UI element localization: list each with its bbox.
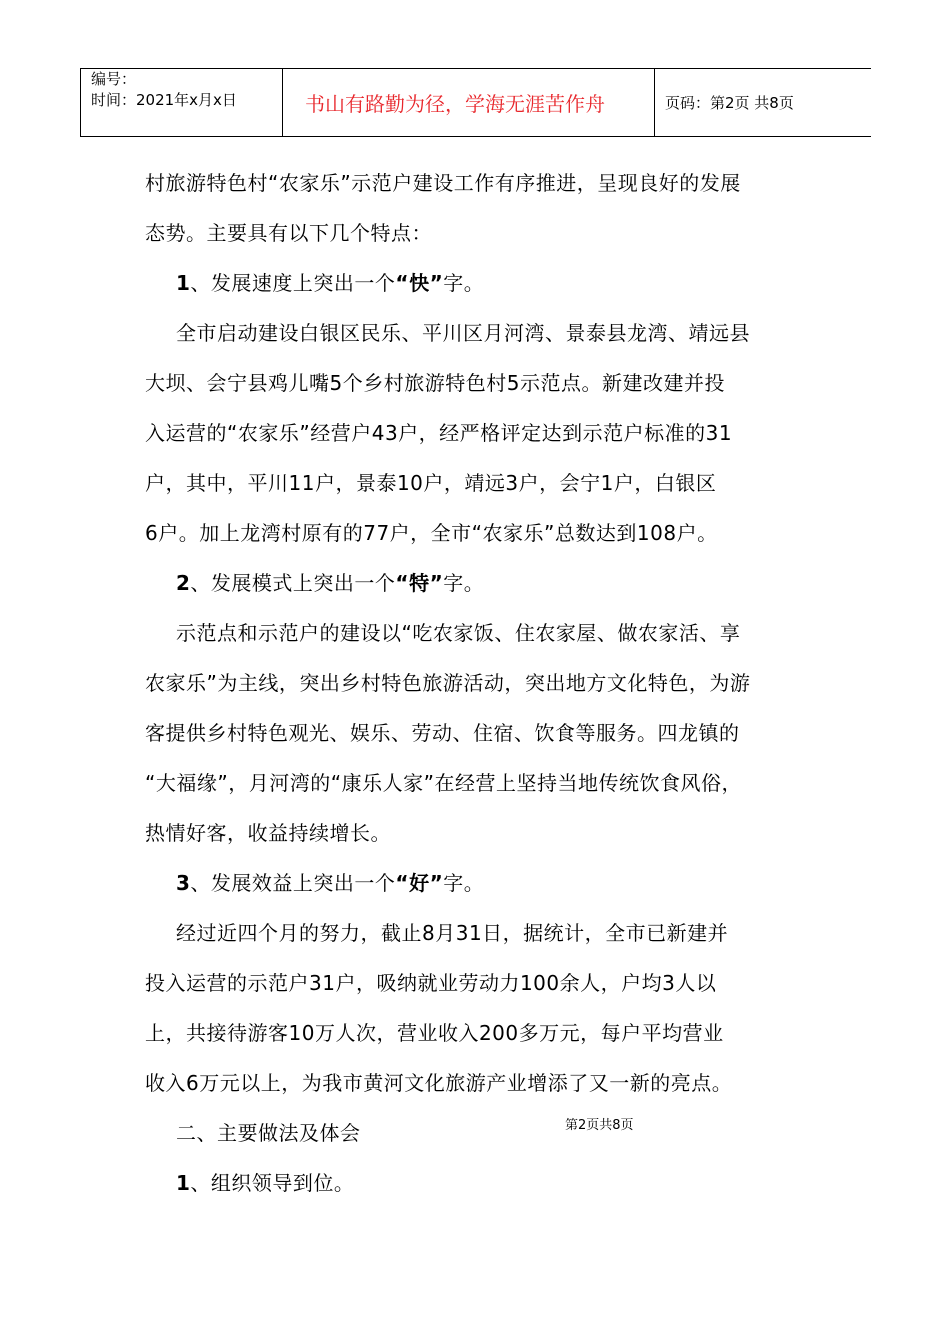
paragraph-line: 态势。主要具有以下几个特点： bbox=[145, 221, 432, 245]
paragraph-line: 示范点和示范户的建设以“吃农家饭、住农家屋、做农家活、享 bbox=[176, 621, 741, 645]
page-number-footer: 第2页共8页 bbox=[565, 1118, 634, 1133]
paragraph-line: 客提供乡村特色观光、娱乐、劳动、住宿、饮食等服务。四龙镇的 bbox=[145, 721, 740, 745]
page-info: 页码：第2页 共8页 bbox=[665, 94, 794, 112]
header-page-cell bbox=[655, 69, 871, 136]
paragraph-line: 大坝、会宁县鸡儿嘴5个乡村旅游特色村5示范点。新建改建并投 bbox=[145, 371, 725, 395]
paragraph-line: 上，共接待游客10万人次，营业收入200多万元，每户平均营业 bbox=[145, 1021, 724, 1045]
paragraph-line: 全市启动建设白银区民乐、平川区月河湾、景泰县龙湾、靖远县 bbox=[176, 321, 750, 345]
paragraph-line: 经过近四个月的努力，截止8月31日，据统计，全市已新建并 bbox=[176, 921, 729, 945]
paragraph-line: 投入运营的示范户31户，吸纳就业劳动力100余人，户均3人以 bbox=[145, 971, 717, 995]
number-label: 编号： bbox=[91, 70, 137, 88]
section-heading-2: 2、发展模式上突出一个“特”字。 bbox=[176, 571, 485, 595]
section-heading-3: 3、发展效益上突出一个“好”字。 bbox=[176, 871, 485, 895]
chapter-heading-2: 二、主要做法及体会 bbox=[176, 1121, 361, 1145]
document-body bbox=[145, 158, 815, 1208]
section-heading-4: 1、组织领导到位。 bbox=[176, 1171, 355, 1195]
header-motto-cell bbox=[283, 69, 655, 136]
section-heading-1: 1、发展速度上突出一个“快”字。 bbox=[176, 271, 485, 295]
paragraph-line: 入运营的“农家乐”经营户43户，经严格评定达到示范户标准的31 bbox=[145, 421, 733, 445]
paragraph-line: 热情好客，收益持续增长。 bbox=[145, 821, 391, 845]
paragraph-line: 村旅游特色村“农家乐”示范户建设工作有序推进，呈现良好的发展 bbox=[145, 171, 741, 195]
page-header bbox=[80, 68, 871, 137]
paragraph-line: “大福缘”，月河湾的“康乐人家”在经营上坚持当地传统饮食风俗， bbox=[145, 771, 742, 795]
paragraph-line: 农家乐”为主线，突出乡村特色旅游活动，突出地方文化特色，为游 bbox=[145, 671, 751, 695]
paragraph-line: 6户。加上龙湾村原有的77户，全市“农家乐”总数达到108户。 bbox=[145, 521, 718, 545]
paragraph-line: 户，其中，平川11户，景泰10户，靖远3户，会宁1户，白银区 bbox=[145, 471, 717, 495]
paragraph-line: 收入6万元以上，为我市黄河文化旅游产业增添了又一新的亮点。 bbox=[145, 1071, 733, 1095]
time-label: 时间：2021年x月x日 bbox=[91, 91, 237, 109]
motto-text: 书山有路勤为径，学海无涯苦作舟 bbox=[305, 92, 605, 116]
header-meta-cell bbox=[81, 69, 283, 136]
